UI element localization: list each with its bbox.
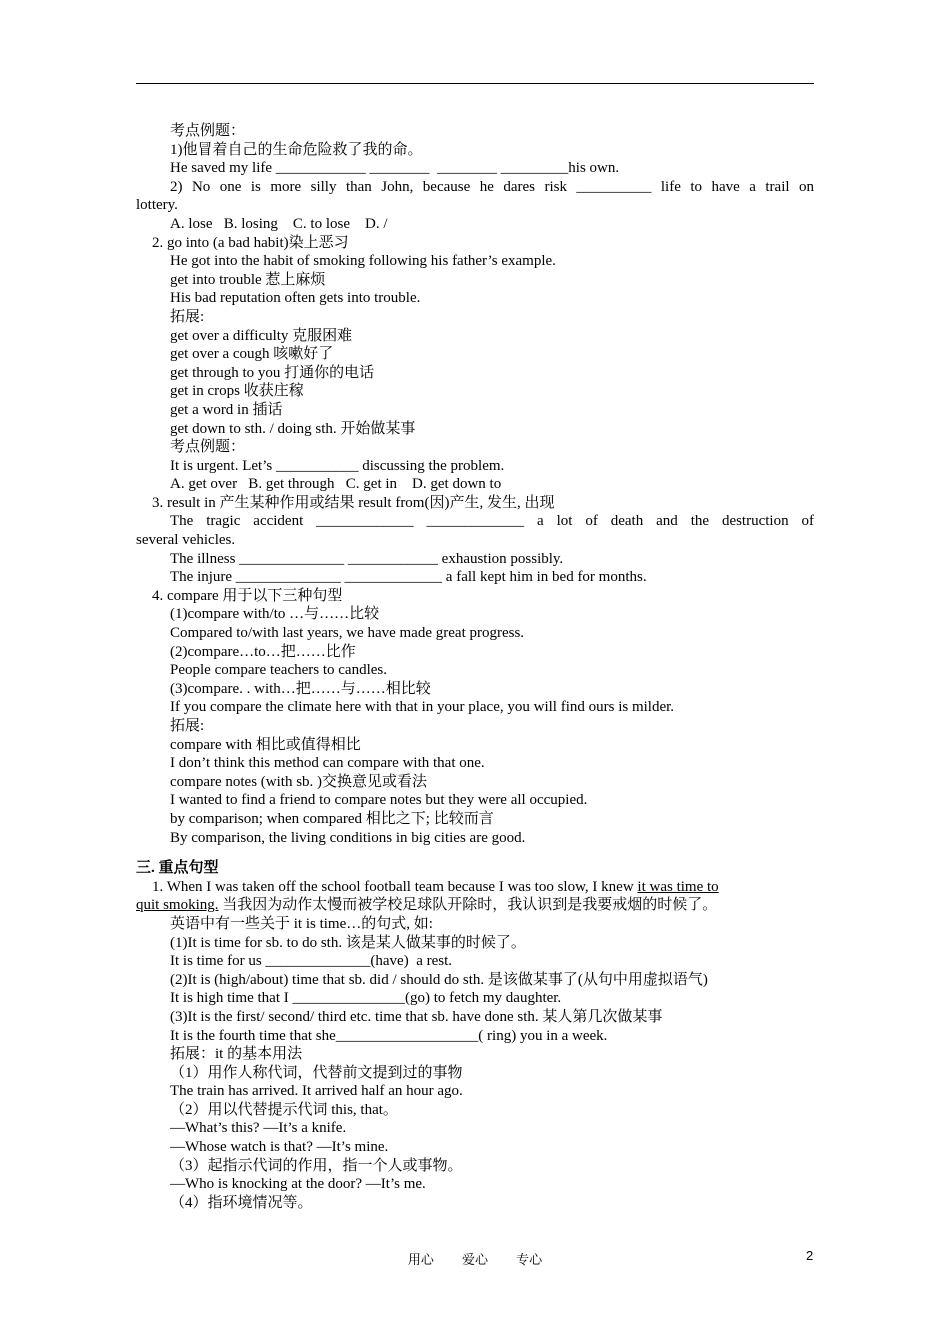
sentence-text: 1. When I was taken off the school football team because I was too slow, I knew [152, 878, 638, 895]
document-body [136, 122, 814, 1212]
text-line: lottery. [136, 197, 178, 214]
text-line: The train has arrived. It arrived half an hour ago. [170, 1083, 463, 1100]
text-line: get in crops 收获庄稼 [170, 383, 304, 400]
footer-text: 用心 [407, 1253, 434, 1268]
text-line: 2) No one is more silly than John, because he dares risk __________ life to have a trail on [170, 178, 814, 195]
text-line: He saved my life ____________ ________ ________ _________his own. [170, 160, 620, 177]
text-line: several vehicles. [136, 532, 236, 549]
header-rule [136, 83, 814, 84]
text-line: (3)It is the first/ second/ third etc. time that sb. have done sth. 某人第几次做某事 [170, 1008, 663, 1025]
text-line: I wanted to find a friend to compare notes but they were all occupied. [170, 792, 588, 809]
options-line: A. get over B. get through C. get in D. get down to [170, 476, 502, 493]
underlined-text: quit smoking. [136, 897, 219, 914]
text-line: compare with 相比或值得相比 [170, 736, 361, 753]
text-line: by comparison; when compared 相比之下; 比较而言 [170, 810, 494, 827]
numbered-item: 2. go into (a bad habit)染上恶习 [152, 234, 349, 251]
text-line: People compare teachers to candles. [170, 662, 387, 679]
text-line: (2)It is (high/about) time that sb. did / should do sth. 是该做某事了(从句中用虚拟语气) [170, 971, 708, 988]
text-line: It is the fourth time that she___________________( ring) you in a week. [170, 1027, 608, 1044]
text-line: It is urgent. Let’s ___________ discussing the problem. [170, 457, 505, 474]
exercise-heading: 考点例题： [170, 123, 246, 139]
footer-text: 爱心 [461, 1253, 488, 1268]
numbered-item [136, 878, 814, 897]
text-line: get down to sth. / doing sth. 开始做某事 [170, 420, 416, 437]
text-line: I don’t think this method can compare with that one. [170, 755, 485, 772]
text-line: The illness ______________ ____________ exhaustion possibly. [170, 550, 564, 567]
text-line: —What’s this? —It’s a knife. [170, 1120, 347, 1137]
footer-text: 专心 [516, 1253, 543, 1268]
text-line: 英语中有一些关于 it is time…的句式, 如: [170, 915, 433, 932]
options-line: A. lose B. losing C. to lose D. / [170, 215, 388, 232]
text-line: —Who is knocking at the door? —It’s me. [170, 1176, 426, 1193]
text-line: By comparison, the living conditions in big cities are good. [170, 829, 526, 846]
text-line: (1)compare with/to …与……比较 [170, 606, 380, 623]
page-number: 2 [806, 1248, 814, 1263]
text-line: —Whose watch is that? —It’s mine. [170, 1139, 389, 1156]
section-heading: 三. 重点句型 [136, 860, 219, 877]
text-line: get into trouble 惹上麻烦 [170, 271, 326, 288]
text-line: （4）指环境情况等。 [170, 1194, 313, 1211]
text-line: (1)It is time for sb. to do sth. 该是某人做某事的时候了。 [170, 934, 526, 951]
text-line: (2)compare…to…把……比作 [170, 643, 356, 660]
text-line: The tragic accident _____________ _____________ a lot of death and the destruction of [170, 513, 814, 530]
text-line: He got into the habit of smoking following his father’s example. [170, 253, 556, 270]
text-line: （3）起指示代词的作用，指一个人或事物。 [170, 1157, 463, 1174]
extension-heading: 拓展: [170, 718, 205, 734]
text-line: compare notes (with sb. )交换意见或看法 [170, 773, 428, 790]
extension-heading: 拓展: [170, 308, 205, 325]
text-line: （1）用作人称代词，代替前文提到过的事物 [170, 1064, 463, 1081]
text-line: get over a difficulty 克服困难 [170, 327, 353, 344]
text-line: (3)compare. . with…把……与……相比较 [170, 680, 431, 697]
text-line: get a word in 插话 [170, 401, 283, 418]
translation-text: 当我因为动作太慢而被学校足球队开除时，我认识到是我要戒烟的时候了。 [218, 897, 718, 914]
text-line: It is time for us ______________(have) a rest. [170, 953, 453, 970]
text-line: His bad reputation often gets into trouble. [170, 290, 421, 307]
text-line: 1)他冒着自己的生命危险救了我的命。 [170, 141, 423, 158]
text-line: If you compare the climate here with that in your place, you will find ours is milder. [170, 699, 675, 716]
numbered-item: 3. result in 产生某种作用或结果 result from(因)产生, 发生, 出现 [152, 494, 555, 511]
exercise-heading: 考点例题： [170, 439, 246, 456]
text-line [136, 896, 814, 915]
text-line: （2）用以代替提示代词 this, that。 [170, 1101, 398, 1118]
underlined-text: it was time to [637, 878, 719, 895]
text-line: get over a cough 咳嗽好了 [170, 346, 334, 363]
extension-heading: 拓展：it 的基本用法 [170, 1046, 303, 1063]
numbered-item: 4. compare 用于以下三种句型 [152, 587, 343, 604]
text-line: It is high time that I _______________(go) to fetch my daughter. [170, 990, 562, 1007]
text-line: The injure ______________ _____________ a fall kept him in bed for months. [170, 569, 647, 586]
text-line: get through to you 打通你的电话 [170, 364, 375, 381]
text-line: Compared to/with last years, we have made great progress. [170, 625, 525, 642]
